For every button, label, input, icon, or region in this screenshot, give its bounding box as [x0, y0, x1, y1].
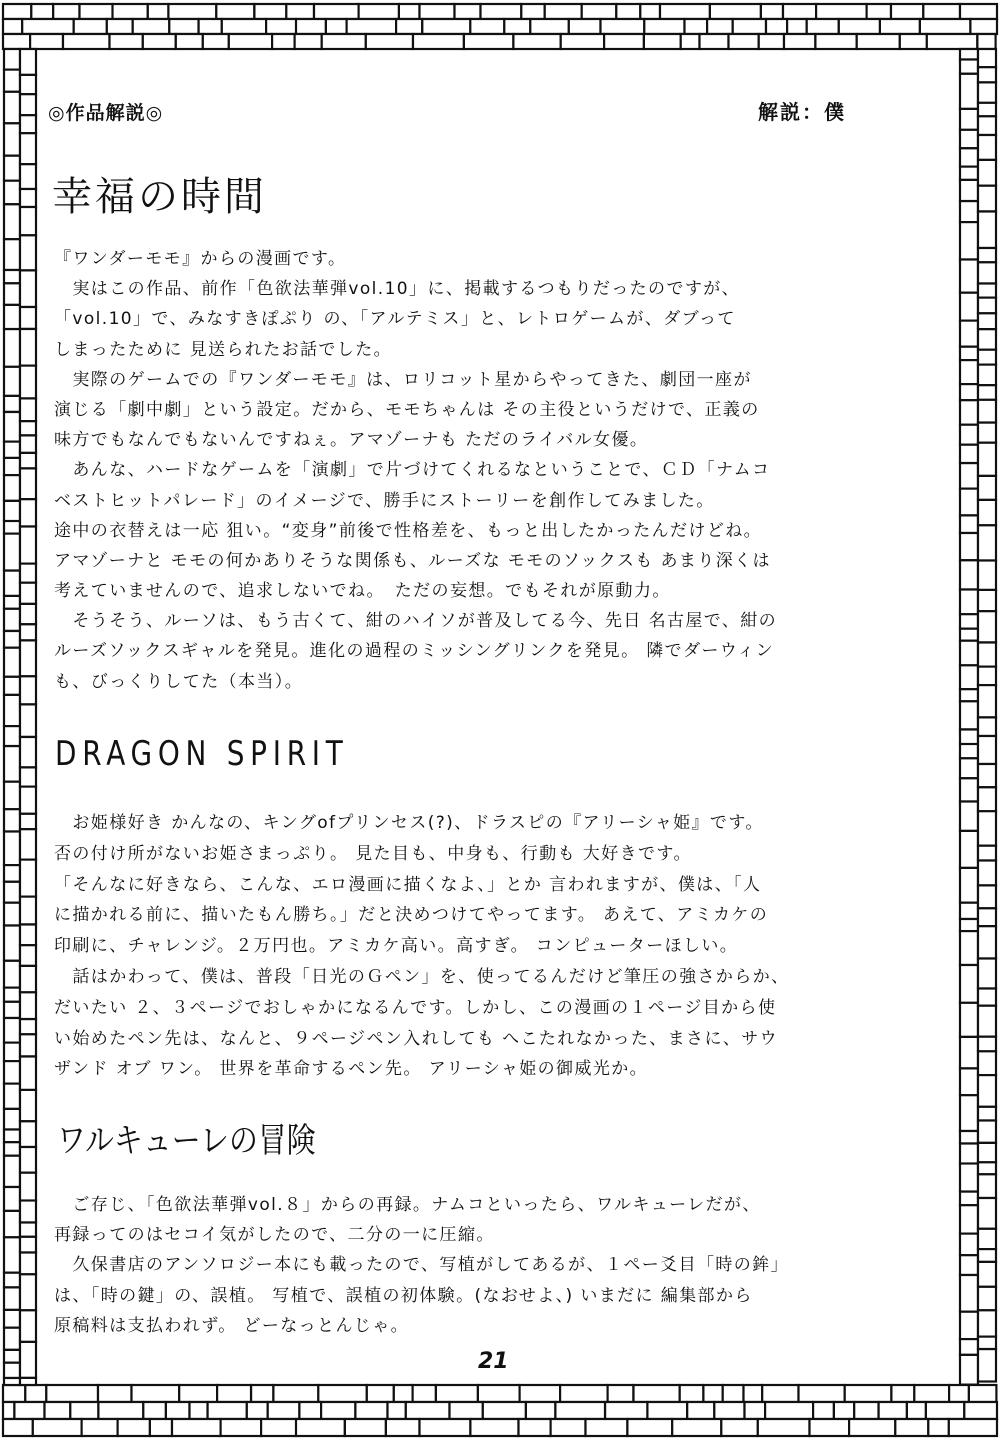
text-line: ベストヒットパレード」のイメージで、勝手にストーリーを創作してみました。 [54, 490, 715, 511]
text-line: アマゾーナと モモの何かありそうな関係も、ルーズな モモのソックスも あまり深くは [54, 550, 771, 571]
text-line: 久保書店のアンソロジー本にも載ったので、写植がしてあるが、１ペー爻目「時の鉾」 [54, 1255, 789, 1276]
section-label: ◎作品解説◎ [48, 102, 164, 124]
text-line: 「そんなに好きなら、こんな、エロ漫画に描くなよ、」とか 言われますが、僕は、「人 [54, 874, 762, 895]
text-line: 印刷に、チャレンジ。２万円也。アミカケ高い。高すぎ。 コンピューターほしい。 [54, 936, 739, 957]
text-line: 話はかわって、僕は、普段「日光のＧペン」を、使ってるんだけど筆圧の強さからか、 [54, 966, 790, 987]
text-line: い始めたペン先は、なんと、９ページペン入れしても へこたれなかった、まさに、サウ [54, 1028, 779, 1049]
text-line: だいたい ２、３ページでおしゃかになるんです。しかし、この漫画の１ページ目から使 [54, 997, 777, 1018]
section-title-valkyrie: ワルキューレの冒険 [57, 1121, 316, 1161]
text-line: そうそう、ルーソは、もう古くて、紺のハイソが普及してる今、先日 名古屋で、紺の [54, 611, 778, 632]
text-line: 否の付け所がないお姫さまっぷり。 見た目も、中身も、行動も 大好きです。 [54, 843, 692, 864]
text-line: 原稿料は支払われず。 どーなっとんじゃ。 [54, 1315, 410, 1336]
text-line: あんな、ハードなゲームを「演劇」で片づけてくれるなということで、ＣＤ「ナムコ [54, 460, 771, 481]
text-line: ザンド オブ ワン。 世界を革命するペン先。 アリーシャ姫の御威光か。 [54, 1059, 649, 1080]
text-line: ご存じ、「色欲法華弾vol.８」からの再録。ナムコといったら、ワルキューレだが、 [54, 1195, 761, 1215]
text-line: も、びっくりしてた（本当）。 [54, 671, 304, 692]
text-line: 考えていませんので、追求しないでね。 ただの妄想。でもそれが原動力。 [54, 581, 671, 602]
section-body-valkyrie [54, 1190, 954, 1341]
text-line: 実はこの作品、前作「色欲法華弾vol.10」に、掲載するつもりだったのですが、 [54, 279, 741, 300]
text-line: 途中の衣替えは一応 狙い。“変身”前後で性格差を、もっと出したかったんだけどね。 [54, 520, 763, 541]
text-line: 味方でもなんでもないんですねぇ。アマゾーナも ただのライバル女優。 [54, 430, 649, 451]
text-line: 「vol.10」で、みなすきぽぷり の、「アルテミス」と、レトロゲームが、ダブって [54, 309, 736, 330]
text-line: お姫様好き かんなの、キングofプリンセス(?)、ドラスピの『アリーシャ姫』です。 [54, 813, 764, 833]
section-body-kofuku [54, 244, 954, 697]
text-line: 実際のゲームでの『ワンダーモモ』は、ロリコット星からやってきた、劇団一座が [54, 369, 752, 390]
commentary-author: 解説：僕 [758, 100, 846, 124]
text-line: しまったために 見送られたお話でした。 [54, 339, 393, 360]
section-title-dragon-spirit: DRAGON SPIRIT [55, 734, 349, 774]
section-body-dragon-spirit [54, 808, 954, 1085]
text-line: ルーズソックスギャルを発見。進化の過程のミッシングリンクを発見。 隣でダーウィン [54, 641, 775, 662]
text-line: に描かれる前に、描いたもん勝ち。」だと決めつけてやってます。 あえて、アミカケの [54, 905, 769, 926]
text-line: は、「時の鍵」の、誤植。 写植で、誤植の初体験。(なおせよ、) いまだに 編集部から [54, 1285, 753, 1306]
text-line: 演じる「劇中劇」という設定。だから、モモちゃんは その主役というだけで、正義の [54, 399, 760, 420]
page-number: 21 [478, 1349, 509, 1374]
text-line: 『ワンダーモモ』からの漫画です。 [54, 249, 347, 269]
section-title-kofuku: 幸福の時間 [52, 174, 267, 220]
text-line: 再録ってのはセコイ気がしたので、二分の一に圧縮。 [54, 1225, 495, 1246]
